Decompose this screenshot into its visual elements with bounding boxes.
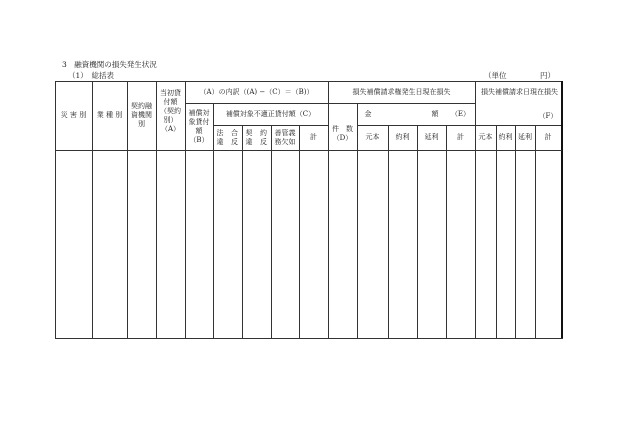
col-bank <box>127 81 156 150</box>
col-initial-line4: 別） <box>163 116 178 124</box>
col-line-15 <box>496 125 497 338</box>
col-join-line1: 合 <box>231 128 238 137</box>
col-covered-line1: 補償対 <box>188 108 210 117</box>
col-noncovered: 補償対象不適正貸付額（C） <box>225 109 316 118</box>
table-border-right <box>561 81 563 338</box>
col-bank-line3: 別 <box>138 120 145 128</box>
col-total3: 計 <box>544 133 552 141</box>
unit-open: （単位 <box>484 71 507 80</box>
col-count-line1: 件 数 <box>332 124 353 133</box>
col-disaster: 災 害 別 <box>60 111 87 119</box>
col-line-17 <box>535 125 536 338</box>
col-duty-line2: 務欠如 <box>274 137 296 146</box>
col-late-interest: 延利 <box>424 133 439 141</box>
col-join-line2: 反 <box>231 137 238 146</box>
col-principal: 元本 <box>365 133 380 141</box>
col-line-16 <box>515 125 516 338</box>
col-covered <box>185 103 213 150</box>
col-initial-line3: （契約 <box>160 107 181 115</box>
col-duty-line1: 善管義 <box>274 128 296 137</box>
col-law-violation <box>213 125 227 150</box>
col-promise-line2: 反 <box>260 137 267 146</box>
unit-close: 円） <box>540 71 555 80</box>
col-contract-violation <box>242 125 256 150</box>
col-amount-e: （E） <box>450 109 471 118</box>
col-contract-line2: 違 <box>245 137 253 146</box>
col-join-violation <box>227 125 242 150</box>
col-promise-line1: 約 <box>260 128 267 137</box>
header-bottom <box>55 150 562 151</box>
col-amount-char: 金 <box>364 109 372 118</box>
col-duty-lack <box>271 125 299 150</box>
section-subtitle: （1） 総括表 <box>68 71 115 80</box>
col-amount-label: 額 <box>431 109 439 118</box>
col-line-6 <box>242 125 243 338</box>
col-law-line2: 違 <box>216 137 224 146</box>
col-loss-occurred: 損失補償請求権発生日現在損失 <box>352 87 451 96</box>
col-law-line1: 法 <box>216 128 224 137</box>
col-loss-claim: 損失補償請求日現在損失 <box>481 88 558 96</box>
col-line-13 <box>446 125 447 338</box>
col-line-11 <box>388 125 389 338</box>
col-bank-line2: 資機関 <box>131 111 152 119</box>
col-principal2: 元本 <box>478 133 493 141</box>
col-total2: 計 <box>457 133 464 141</box>
col-initial-line1: 当初貸 <box>160 89 181 97</box>
col-covered-line3: 額 <box>195 126 203 135</box>
col-line-8 <box>299 125 300 338</box>
col-count <box>328 103 357 150</box>
col-contract-line1: 契 <box>245 128 253 137</box>
col-count-line2: （D） <box>332 133 353 142</box>
col-line-14 <box>475 81 476 338</box>
col-covered-line4: （B） <box>189 135 209 144</box>
col-loss-claim-f: （F） <box>538 111 558 120</box>
col-initial-line2: 付額 <box>163 98 178 106</box>
col-industry: 業 種 別 <box>96 111 123 119</box>
col-late-interest2: 延利 <box>518 133 532 141</box>
col-initial-line5: （A） <box>160 125 181 133</box>
col-initial <box>156 81 185 150</box>
col-line-7 <box>271 125 272 338</box>
col-contract-interest: 約利 <box>395 133 410 141</box>
col-contract-interest2: 約利 <box>498 133 513 141</box>
col-bank-line1: 契約融 <box>131 102 152 110</box>
col-line-12 <box>417 125 418 338</box>
col-promise-violation <box>256 125 271 150</box>
col-breakdown: （A）の内訳（(A) −（C）＝（B)） <box>199 87 314 96</box>
col-covered-line2: 象貸付 <box>188 117 210 126</box>
table-border-bottom <box>55 338 563 339</box>
col-total1: 計 <box>310 133 317 141</box>
section-title: 3 融資機関の損失発生状況 <box>62 60 157 69</box>
